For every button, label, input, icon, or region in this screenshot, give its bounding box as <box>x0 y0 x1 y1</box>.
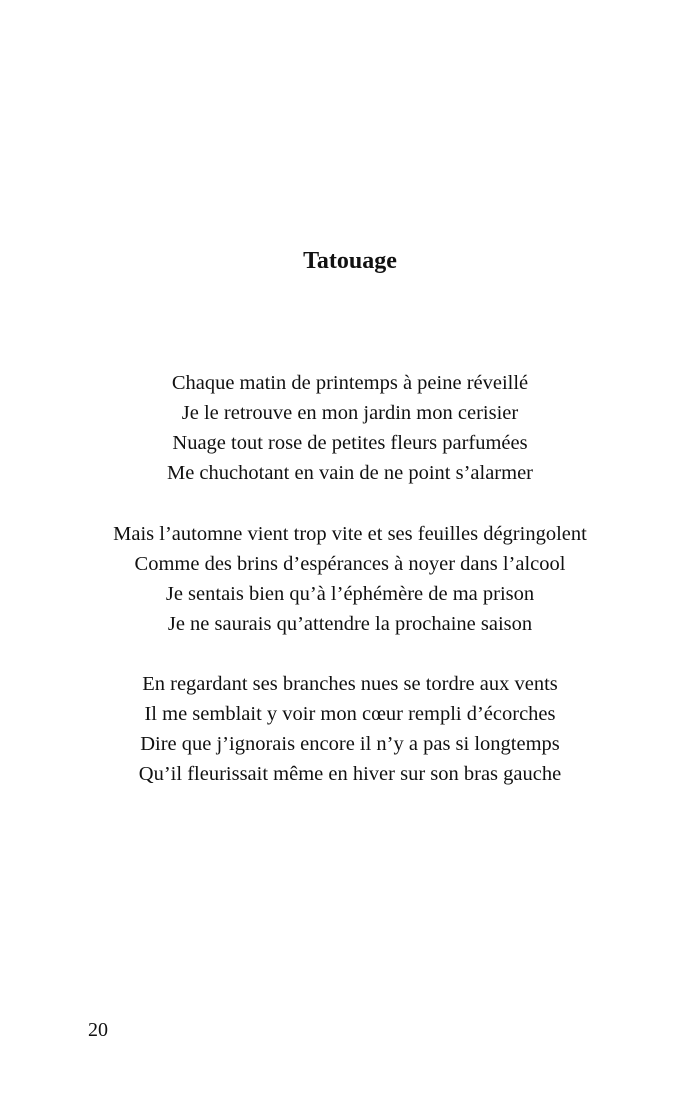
verse-line: Dire que j’ignorais encore il n’y a pas si longtemps <box>140 733 560 755</box>
poem-title: Tatouage <box>303 248 397 274</box>
page-number: 20 <box>88 1019 108 1041</box>
stanza-2 <box>0 519 700 639</box>
verse-line: En regardant ses branches nues se tordre aux vents <box>142 673 558 695</box>
verse-line: Je le retrouve en mon jardin mon cerisier <box>181 402 519 424</box>
stanza-3 <box>0 669 700 789</box>
verse-line: Comme des brins d’espérances à noyer dans l’alcool <box>134 552 566 575</box>
verse-line: Il me semblait y voir mon cœur rempli d’écorches <box>144 703 556 725</box>
poem-body <box>0 368 700 820</box>
verse-line: Qu’il fleurissait même en hiver sur son bras gauche <box>138 763 562 785</box>
verse-line: Chaque matin de printemps à peine réveillé <box>171 372 529 394</box>
verse-line: Nuage tout rose de petites fleurs parfumées <box>172 432 528 454</box>
stanza-1 <box>0 368 700 488</box>
verse-line: Je sentais bien qu’à l’éphémère de ma prison <box>165 582 535 605</box>
verse-line: Mais l’automne vient trop vite et ses feuilles dégringolent <box>113 522 587 545</box>
verse-line: Je ne saurais qu’attendre la prochaine saison <box>167 612 533 635</box>
verse-line: Me chuchotant en vain de ne point s’alarmer <box>166 462 534 484</box>
